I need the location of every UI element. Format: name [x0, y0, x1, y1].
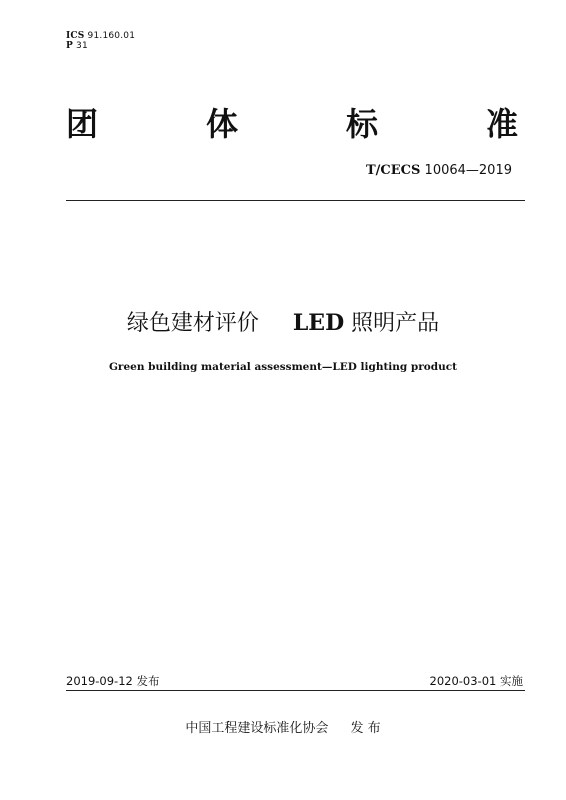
publisher	[0, 720, 566, 738]
standard-type-char: 准	[485, 105, 518, 143]
english-title: Green building material assessment—LED lighting product	[108, 361, 458, 373]
classification-value: 31	[76, 41, 88, 51]
classification-label: P	[66, 41, 73, 51]
issue-date: 2019-09-12 发布	[66, 674, 160, 688]
standard-number	[366, 163, 512, 179]
classification-code	[66, 41, 88, 52]
chinese-title-part2: 照明产品	[351, 311, 440, 336]
publisher-action: 发 布	[350, 721, 381, 736]
publisher-name: 中国工程建设标准化协会	[185, 721, 329, 736]
standard-type-char: 体	[205, 105, 238, 143]
chinese-title-led: LED	[292, 310, 345, 336]
chinese-title-part1: 绿色建材评价	[126, 311, 259, 336]
standard-number-prefix: T/CECS	[365, 163, 421, 178]
standard-number-value: 10064—2019	[424, 163, 512, 178]
standard-type-char: 团	[66, 105, 99, 143]
standard-type-char: 标	[345, 105, 378, 143]
implementation-date: 2020-03-01 实施	[429, 674, 523, 688]
bottom-divider	[66, 690, 525, 691]
ics-label: ICS	[66, 31, 85, 41]
top-divider	[66, 200, 525, 201]
standard-type-heading	[66, 102, 518, 146]
ics-value: 91.160.01	[87, 31, 136, 41]
chinese-title	[0, 308, 566, 339]
